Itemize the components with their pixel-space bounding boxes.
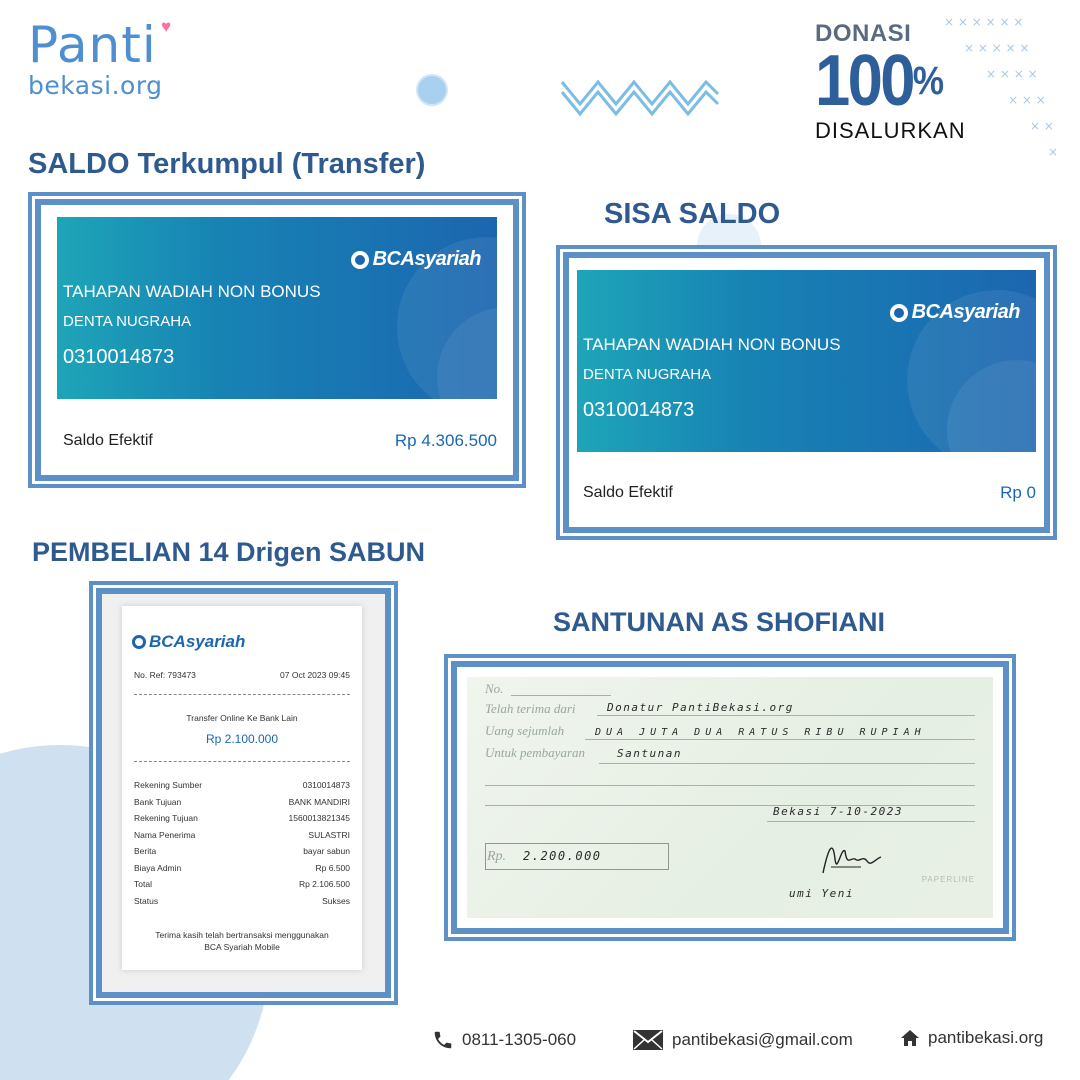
santunan-panel [444, 654, 1016, 941]
cheque-label-from: Telah terima dari [485, 701, 576, 716]
envelope-icon [632, 1028, 664, 1052]
bca-logo-text: BCAsyariah [372, 248, 481, 270]
logo-sub-text: bekasi.org [28, 71, 163, 100]
receipt-row [134, 863, 350, 873]
svg-text:× × × × × ×: × × × × × × [944, 15, 1024, 29]
receipt-row-label: Bank Tujuan [134, 796, 182, 807]
receipt-row-value: bayar sabun [303, 846, 350, 856]
balance-value: Rp 4.306.500 [394, 431, 497, 450]
email-address: pantibekasi@gmail.com [672, 1030, 853, 1049]
account-number: 0310014873 [63, 346, 175, 368]
receipt-row-label: Total [134, 879, 152, 889]
cheque-label-amount: Uang sejumlah [485, 723, 565, 738]
pembelian-panel [89, 581, 398, 1005]
receipt-footer-line1: Terima kasih telah bertransaksi menggunakan [155, 930, 329, 940]
receipt-row [134, 830, 350, 840]
bca-logo-text: BCAsyariah [911, 301, 1020, 323]
receipt-row-label: Rekening Sumber [134, 780, 203, 790]
home-icon [900, 1028, 920, 1048]
svg-text:× ×: × × [1030, 119, 1054, 133]
account-holder: DENTA NUGRAHA [583, 366, 712, 383]
contact-email[interactable] [632, 1028, 853, 1052]
account-type: TAHAPAN WADIAH NON BONUS [583, 335, 841, 354]
receipt-row [134, 797, 350, 807]
bca-logo-text: BCAsyariah [149, 632, 246, 651]
balance-label: Saldo Efektif [63, 432, 153, 449]
cheque-signer: umi Yeni [789, 887, 854, 900]
cheque-label-no: No. [485, 681, 504, 696]
receipt-row-value: SULASTRI [308, 829, 350, 840]
donasi-bottom-text: DISALURKAN [815, 118, 966, 143]
bca-logo [351, 248, 481, 271]
cheque-label-rp: Rp. [487, 849, 507, 864]
receipt-row [134, 879, 350, 889]
receipt-title: Transfer Online Ke Bank Lain [186, 713, 298, 723]
donasi-percent-sign: % [912, 59, 945, 103]
contact-phone[interactable] [432, 1028, 576, 1052]
receipt-row-value: Sukses [322, 895, 350, 906]
website-url: pantibekasi.org [928, 1028, 1044, 1047]
bca-logo-icon [351, 251, 369, 269]
logo-main-text: Panti [28, 16, 157, 74]
heading-santunan: SANTUNAN AS SHOFIANI [553, 607, 886, 637]
zigzag-decoration [560, 74, 720, 118]
svg-text:×: × [1048, 145, 1059, 159]
receipt-row-label: Status [134, 895, 159, 906]
cheque-purpose: Santunan [617, 747, 682, 760]
signature-image [817, 837, 887, 881]
balance-value: Rp 0 [1000, 483, 1036, 502]
bca-logo-icon [132, 635, 146, 649]
receipt-row-label: Biaya Admin [134, 862, 182, 873]
donasi-percentage [815, 41, 973, 121]
bca-logo [132, 632, 245, 652]
donasi-badge [815, 20, 995, 144]
svg-text:× × × × ×: × × × × × [964, 41, 1030, 55]
receipt-footer-line2: BCA Syariah Mobile [204, 942, 280, 952]
receipt-row-value: Rp 2.106.500 [298, 879, 350, 889]
account-holder: DENTA NUGRAHA [63, 313, 192, 330]
saldo-terkumpul-panel [28, 192, 526, 488]
receipt-row [134, 846, 350, 856]
cheque-label-purpose: Untuk pembayaran [485, 745, 586, 760]
receipt-row-label: Nama Penerima [134, 829, 196, 840]
cheque-amount: 2.200.000 [523, 849, 602, 863]
svg-text:× × ×: × × × [1008, 93, 1046, 107]
receipt-row [134, 896, 350, 906]
receipt-row-value: 1560013821345 [288, 813, 350, 823]
account-type: TAHAPAN WADIAH NON BONUS [63, 282, 321, 301]
bca-logo [890, 301, 1020, 324]
cheque-from: Donatur PantiBekasi.org [607, 701, 794, 714]
bca-logo-icon [890, 304, 908, 322]
receipt-datetime: 07 Oct 2023 09:45 [280, 670, 350, 680]
decor-bubble [416, 74, 448, 106]
receipt-amount: Rp 2.100.000 [205, 732, 279, 746]
bank-card [57, 217, 497, 399]
cheque-amount-words: DUA JUTA DUA RATUS RIBU RUPIAH [595, 727, 926, 738]
receipt-ref: No. Ref: 793473 [134, 670, 196, 680]
donasi-number: 100 [815, 41, 913, 121]
contact-website[interactable] [900, 1028, 1043, 1048]
receipt-row-value: Rp 6.500 [315, 862, 350, 873]
heart-icon: ♥ [161, 17, 172, 36]
donasi-top-text: DONASI [815, 20, 912, 47]
phone-number: 0811-1305-060 [462, 1030, 577, 1049]
heading-pembelian: PEMBELIAN 14 Drigen SABUN [32, 537, 426, 567]
receipt-row [134, 813, 350, 823]
bank-card [577, 270, 1036, 452]
receipt-row-label: Berita [134, 846, 157, 856]
cheque-place-date: Bekasi 7-10-2023 [773, 805, 903, 818]
receipt-row-value: 0310014873 [302, 780, 350, 790]
transfer-receipt [122, 606, 362, 970]
account-number: 0310014873 [583, 399, 695, 421]
sisa-saldo-panel [556, 245, 1057, 540]
heading-sisa-saldo: SISA SALDO [604, 198, 781, 230]
heading-saldo-terkumpul: SALDO Terkumpul (Transfer) [28, 148, 426, 180]
svg-text:× × × ×: × × × × [986, 67, 1038, 81]
receipt-row [134, 780, 350, 790]
receipt-row-value: BANK MANDIRI [288, 796, 350, 807]
paperline-brand: PAPERLINE [921, 875, 975, 884]
donation-receipt [467, 677, 993, 918]
receipt-row-label: Rekening Tujuan [134, 813, 198, 823]
phone-icon [432, 1028, 454, 1052]
site-logo[interactable] [28, 16, 172, 100]
balance-label: Saldo Efektif [583, 484, 673, 501]
